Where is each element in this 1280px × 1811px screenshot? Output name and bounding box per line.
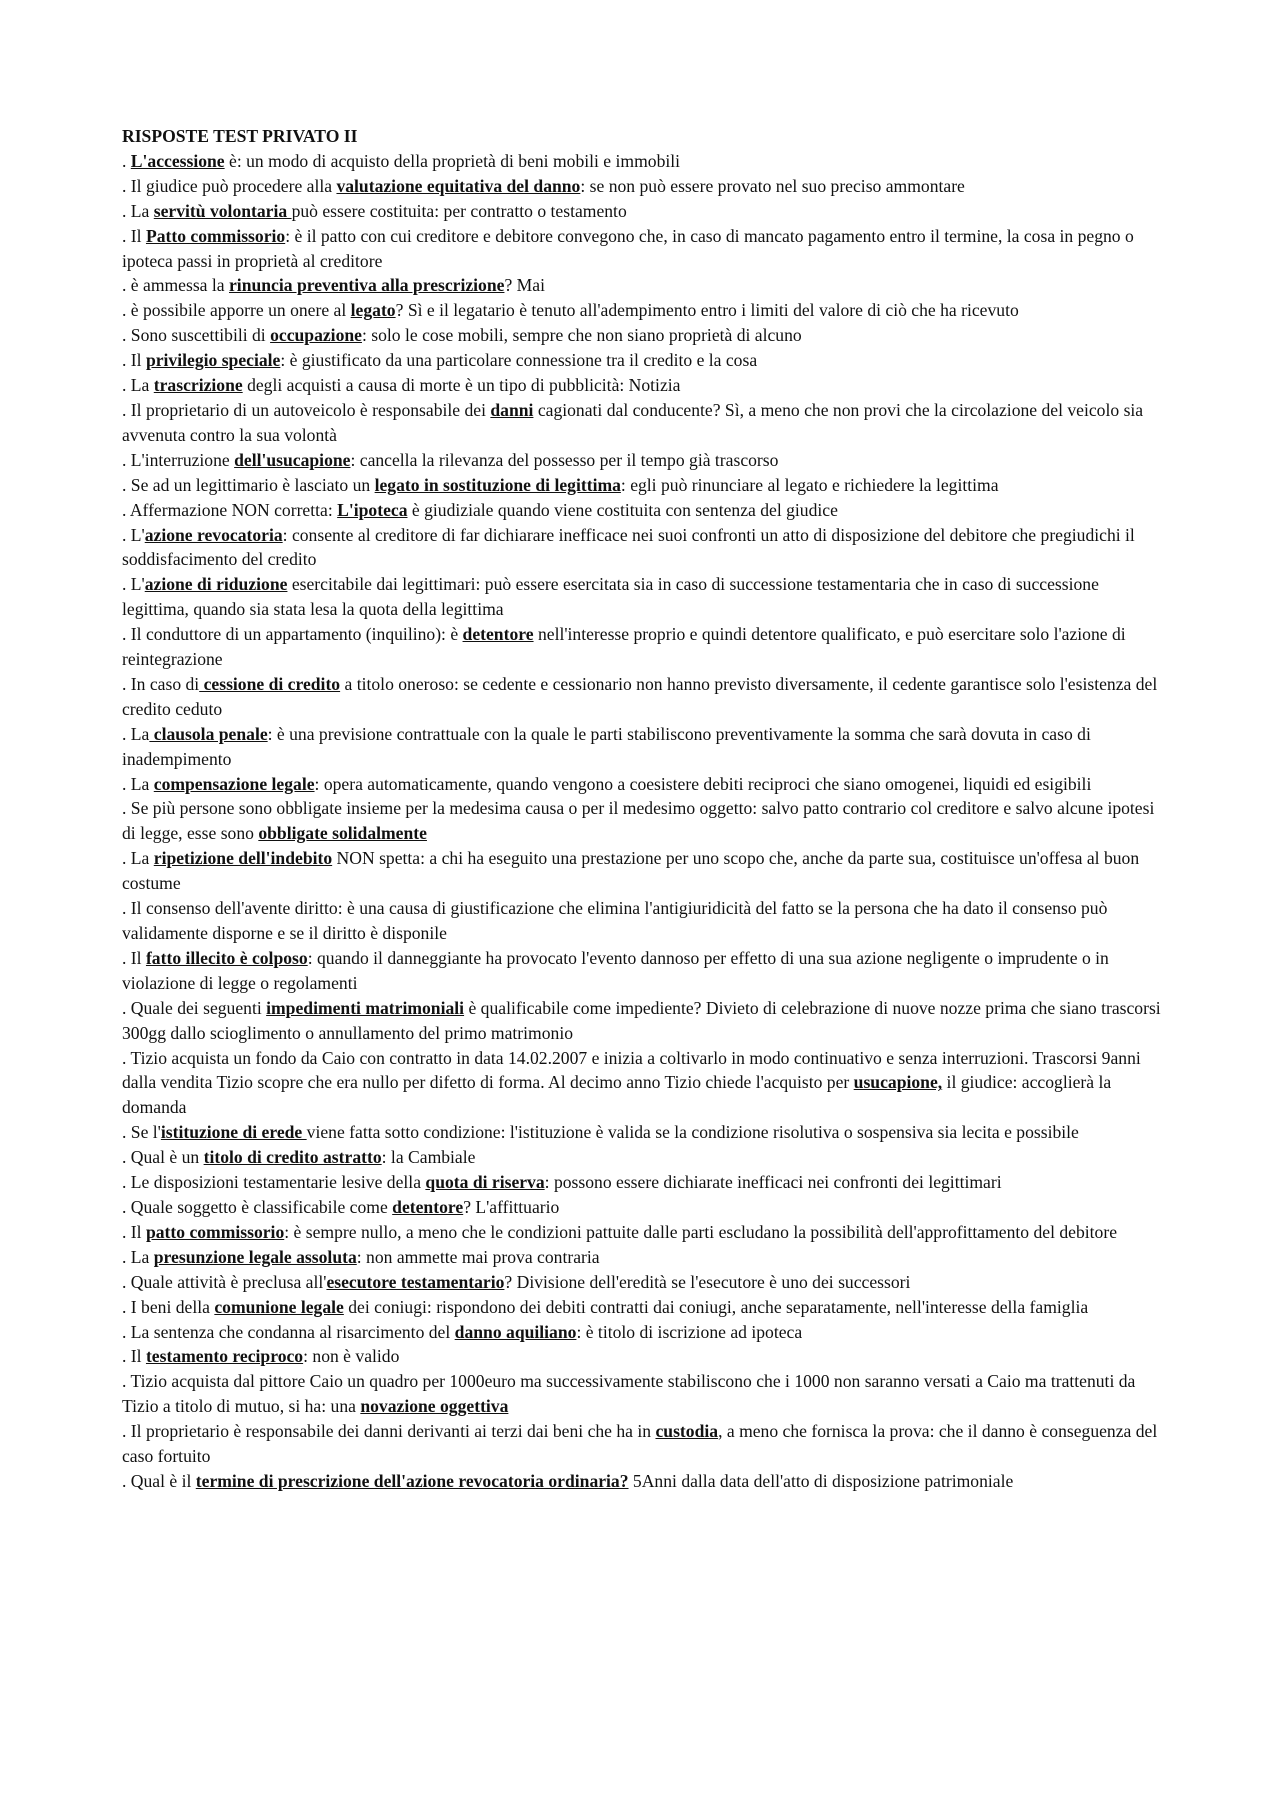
answer-item: [122, 1369, 1162, 1419]
answer-text: . Tizio acquista un fondo da Caio con contratto in data 14.02.2007 e inizia a coltivarlo in modo continuativo e senza interruzioni. Trascorsi 9anni dalla vendita Tizio scopre che era nullo per difetto di forma. Al decimo anno Tizio chiede l'acquisto per: [122, 1047, 1141, 1093]
answer-text: . Se ad un legittimario è lasciato un: [122, 474, 375, 495]
answer-item: [122, 1145, 1162, 1170]
answer-text: . Quale attività è preclusa all': [122, 1271, 327, 1292]
answer-text: dei coniugi: rispondono dei debiti contratti dai coniugi, anche separatamente, nell'interesse della famiglia: [343, 1296, 1089, 1317]
answer-text: nell'interesse proprio e quindi detentore qualificato, e può esercitare solo l'azione di reintegrazione: [122, 624, 1126, 670]
answer-text: . è possibile apporre un onere al: [122, 300, 351, 321]
answer-keyword: occupazione: [270, 325, 362, 346]
answer-keyword: ripetizione dell'indebito: [153, 848, 333, 869]
answer-text: è: un modo di acquisto della proprietà di beni mobili e immobili: [224, 150, 681, 171]
answer-keyword: compensazione legale: [153, 773, 315, 794]
answer-item: [122, 796, 1162, 846]
answer-keyword: usucapione,: [853, 1072, 943, 1093]
answer-keyword: azione revocatoria: [144, 524, 283, 545]
answer-keyword: valutazione equitativa del danno: [336, 175, 581, 196]
answer-item: [122, 498, 1162, 523]
answer-item: [122, 174, 1162, 199]
answer-keyword: custodia: [655, 1421, 719, 1442]
answer-text: . Il: [122, 1221, 146, 1242]
answer-item: [122, 348, 1162, 373]
answer-keyword: Patto commissorio: [145, 225, 286, 246]
answer-item: [122, 448, 1162, 473]
answer-keyword: esecutore testamentario: [326, 1271, 505, 1292]
answer-item: [122, 672, 1162, 722]
answer-text: è qualificabile come impediente? Divieto di celebrazione di nuove nozze prima che siano trascorsi 300gg dallo scioglimento o annullamento del primo matrimonio: [122, 997, 1161, 1043]
answer-text: . Tizio acquista dal pittore Caio un quadro per 1000euro ma successivamente stabiliscono che i 1000 non saranno versati a Caio ma trattenuti da Tizio a titolo di mutuo, si ha: una: [122, 1371, 1136, 1417]
answer-item: [122, 398, 1162, 448]
answer-item: [122, 1320, 1162, 1345]
answer-item: [122, 523, 1162, 573]
answer-keyword: fatto illecito è colposo: [145, 947, 308, 968]
answer-text: NON spetta: a chi ha eseguito una prestazione per uno scopo che, anche da parte sua, costituisce un'offesa al buon costume: [122, 848, 1140, 894]
answer-item: [122, 622, 1162, 672]
answer-keyword: cessione di credito: [199, 673, 341, 694]
answer-text: a titolo oneroso: se cedente e cessionario non hanno previsto diversamente, il cedente garantisce solo l'esistenza del credito ceduto: [122, 673, 1158, 719]
answer-text: può essere costituita: per contratto o testamento: [291, 200, 627, 221]
answer-text: . Il: [122, 1346, 146, 1367]
answer-text: . La: [122, 723, 150, 744]
answer-text: : opera automaticamente, quando vengono a coesistere debiti reciproci che siano omogenei, liquidi ed esigibili: [314, 773, 1092, 794]
answer-text: : non ammette mai prova contraria: [356, 1246, 600, 1267]
answer-text: : è titolo di iscrizione ad ipoteca: [576, 1321, 803, 1342]
answer-item: [122, 572, 1162, 622]
answer-text: esercitabile dai legittimari: può essere esercitata sia in caso di successione testamentaria che in caso di successione legittima, quando sia stata lesa la quota della legittima: [122, 574, 1099, 620]
answer-item: [122, 946, 1162, 996]
answer-text: : se non può essere provato nel suo preciso ammontare: [580, 175, 965, 196]
answer-keyword: istituzione di erede: [160, 1122, 307, 1143]
answer-text: . Affermazione NON corretta:: [122, 499, 338, 520]
answer-text: . I beni della: [122, 1296, 215, 1317]
document-title: RISPOSTE TEST PRIVATO II: [122, 126, 358, 146]
answer-keyword: danno aquiliano: [454, 1321, 577, 1342]
answer-keyword: L'ipoteca: [337, 499, 408, 520]
answer-text: , a meno che fornisca la prova: che il danno è conseguenza del caso fortuito: [122, 1421, 1158, 1467]
answer-item: [122, 1469, 1162, 1494]
answer-text: degli acquisti a causa di morte è un tipo di pubblicità: Notizia: [242, 375, 681, 396]
answer-keyword: dell'usucapione: [234, 449, 351, 470]
answer-text: : è il patto con cui creditore e debitore convegono che, in caso di mancato pagamento entro il termine, la cosa in pegno o ipoteca passi in proprietà al creditore: [122, 225, 1134, 271]
answer-text: . Il: [122, 225, 146, 246]
answer-keyword: detentore: [392, 1196, 464, 1217]
answer-item: [122, 224, 1162, 274]
answer-keyword: rinuncia preventiva alla prescrizione: [229, 275, 505, 296]
answer-text: . Il: [122, 350, 146, 371]
answer-text: . L'interruzione: [122, 449, 235, 470]
answer-keyword: termine di prescrizione dell'azione revocatoria ordinaria?: [195, 1470, 629, 1491]
answer-keyword: obbligate solidalmente: [258, 823, 427, 844]
answer-text: : è giustificato da una particolare connessione tra il credito e la cosa: [280, 350, 758, 371]
answer-item: [122, 1270, 1162, 1295]
answer-item: [122, 1170, 1162, 1195]
answer-item: [122, 149, 1162, 174]
answer-text: ? Sì e il legatario è tenuto all'adempimento entro i limiti del valore di ciò che ha ricevuto: [395, 300, 1019, 321]
answer-text: ? Mai: [504, 275, 546, 296]
answer-text: : cancella la rilevanza del possesso per il tempo già trascorso: [350, 449, 779, 470]
answer-text: . Qual è un: [122, 1147, 204, 1168]
answer-text: . La: [122, 200, 154, 221]
answer-text: : consente al creditore di far dichiarare inefficace nei suoi confronti un atto di disposizione del debitore che pregiudichi il soddisfacimento del credito: [122, 524, 1135, 570]
answer-text: 5Anni dalla data dell'atto di disposizione patrimoniale: [628, 1470, 1014, 1491]
answer-text: . Il conduttore di un appartamento (inquilino): è: [122, 624, 463, 645]
answer-item: [122, 896, 1162, 946]
answer-text: . Quale soggetto è classificabile come: [122, 1196, 393, 1217]
answer-list: [122, 149, 1162, 1494]
answer-text: . In caso di: [122, 673, 200, 694]
answer-text: . La: [122, 375, 154, 396]
answer-keyword: presunzione legale assoluta: [153, 1246, 357, 1267]
answer-keyword: patto commissorio: [145, 1221, 285, 1242]
answer-keyword: trascrizione: [153, 375, 243, 396]
answer-item: [122, 846, 1162, 896]
answer-keyword: clausola penale: [149, 723, 268, 744]
answer-item: [122, 473, 1162, 498]
answer-text: . La: [122, 1246, 154, 1267]
answer-item: [122, 273, 1162, 298]
answer-text: : possono essere dichiarate inefficaci nei confronti dei legittimari: [544, 1172, 1002, 1193]
answer-text: viene fatta sotto condizione: l'istituzione è valida se la condizione risolutiva o sospensiva sia lecita e possibile: [306, 1122, 1079, 1143]
answer-keyword: novazione oggettiva: [360, 1396, 509, 1417]
answer-keyword: testamento reciproco: [145, 1346, 304, 1367]
answer-text: ? L'affittuario: [463, 1196, 560, 1217]
answer-text: . Il proprietario è responsabile dei danni derivanti ai terzi dai beni che ha in: [122, 1421, 656, 1442]
answer-text: : non è valido: [303, 1346, 400, 1367]
answer-text: il giudice: accoglierà la domanda: [122, 1072, 1112, 1118]
answer-keyword: legato in sostituzione di legittima: [374, 474, 621, 495]
answer-text: è giudiziale quando viene costituita con sentenza del giudice: [407, 499, 838, 520]
answer-keyword: comunione legale: [214, 1296, 344, 1317]
answer-item: [122, 996, 1162, 1046]
answer-item: [122, 199, 1162, 224]
answer-item: [122, 722, 1162, 772]
answer-text: . La: [122, 773, 154, 794]
answer-keyword: quota di riserva: [425, 1172, 545, 1193]
answer-item: [122, 1419, 1162, 1469]
answer-item: [122, 323, 1162, 348]
answer-text: . Sono suscettibili di: [122, 325, 271, 346]
answer-text: : è sempre nullo, a meno che le condizioni pattuite dalle parti escludano la possibilità dell'approfittamento del debitore: [284, 1221, 1117, 1242]
answer-keyword: detentore: [462, 624, 534, 645]
answer-text: . La sentenza che condanna al risarcimento del: [122, 1321, 455, 1342]
answer-text: : la Cambiale: [381, 1147, 476, 1168]
answer-keyword: titolo di credito astratto: [203, 1147, 382, 1168]
answer-text: : quando il danneggiante ha provocato l'evento dannoso per effetto di una sua azione negligente o imprudente o in violazione di legge o regolamenti: [122, 947, 1109, 993]
answer-text: . Le disposizioni testamentarie lesive della: [122, 1172, 426, 1193]
answer-text: cagionati dal conducente? Sì, a meno che non provi che la circolazione del veicolo sia avvenuta contro la sua volontà: [122, 399, 1144, 445]
answer-item: [122, 1295, 1162, 1320]
answer-text: . Il: [122, 947, 146, 968]
answer-text: . Se l': [122, 1122, 161, 1143]
answer-text: : egli può rinunciare al legato e richiedere la legittima: [620, 474, 999, 495]
answer-item: [122, 1220, 1162, 1245]
answer-text: . Quale dei seguenti: [122, 997, 267, 1018]
answer-item: [122, 772, 1162, 797]
answer-keyword: azione di riduzione: [144, 574, 288, 595]
answer-item: [122, 298, 1162, 323]
answer-text: : è una previsione contrattuale con la quale le parti stabiliscono preventivamente la somma che sarà dovuta in caso di inadempimento: [122, 723, 1091, 769]
answer-text: . Il giudice può procedere alla: [122, 175, 337, 196]
answer-keyword: impedimenti matrimoniali: [266, 997, 465, 1018]
answer-text: ? Divisione dell'eredità se l'esecutore è uno dei successori: [504, 1271, 911, 1292]
answer-item: [122, 1344, 1162, 1369]
answer-item: [122, 373, 1162, 398]
answer-item: [122, 1195, 1162, 1220]
answer-text: . L': [122, 524, 145, 545]
answer-keyword: privilegio speciale: [145, 350, 281, 371]
answer-text: . Qual è il: [122, 1470, 196, 1491]
answer-text: . Il proprietario di un autoveicolo è responsabile dei: [122, 399, 491, 420]
answer-text: : solo le cose mobili, sempre che non siano proprietà di alcuno: [361, 325, 802, 346]
answer-item: [122, 1046, 1162, 1121]
answer-text: . La: [122, 848, 154, 869]
answer-text: . L': [122, 574, 145, 595]
answer-text: . Se più persone sono obbligate insieme per la medesima causa o per il medesimo oggetto: salvo patto contrario col creditore e salvo alcune ipotesi di legge, esse sono: [122, 798, 1155, 844]
answer-text: . Il consenso dell'avente diritto: è una causa di giustificazione che elimina l'antigiuridicità del fatto se la persona che ha dato il consenso può validamente disporne e se il diritto è disponile: [122, 898, 1108, 943]
answer-keyword: L'accessione: [130, 150, 225, 171]
document-page: [122, 124, 1162, 1494]
answer-text: .: [122, 150, 131, 171]
answer-keyword: legato: [350, 300, 396, 321]
answer-text: . è ammessa la: [122, 275, 229, 296]
answer-keyword: servitù volontaria: [153, 200, 292, 221]
answer-item: [122, 1120, 1162, 1145]
answer-keyword: danni: [490, 399, 534, 420]
answer-item: [122, 1245, 1162, 1270]
